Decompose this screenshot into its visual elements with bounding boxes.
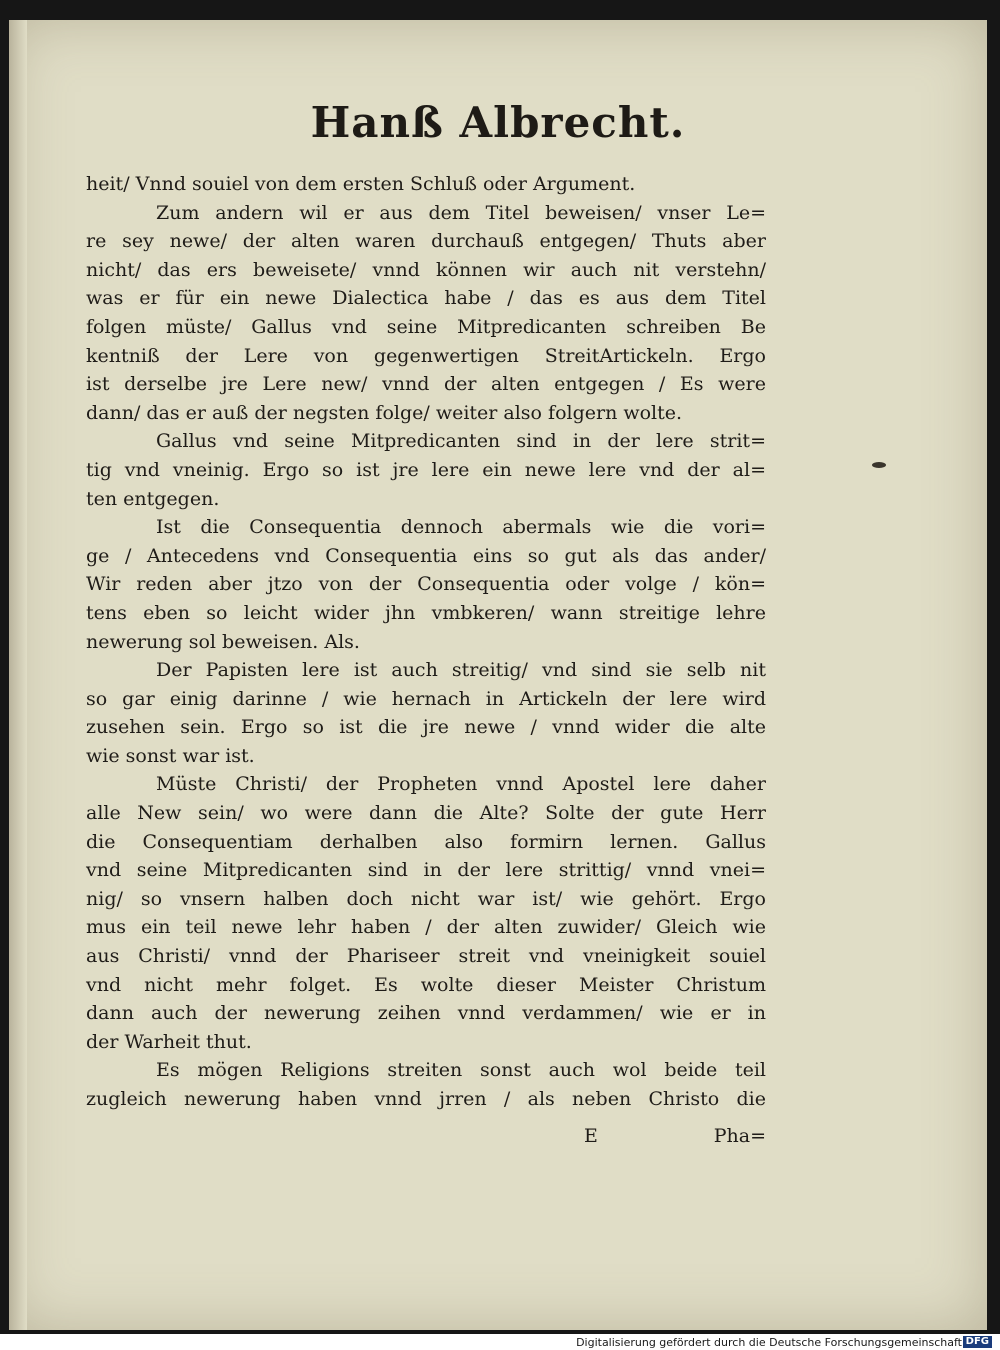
text-line: tig vnd vneinig. Ergo so ist jre lere ein newe lere vnd der al= bbox=[86, 458, 766, 481]
funding-credit: Digitalisierung gefördert durch die Deutsche Forschungsgemeinschaft bbox=[576, 1336, 962, 1349]
text-line: nig/ so vnsern halben doch nicht war ist/ wie gehört. Ergo bbox=[86, 887, 766, 910]
text-line: Es mögen Religions streiten sonst auch wol beide teil bbox=[156, 1059, 766, 1082]
document-page bbox=[9, 20, 987, 1330]
margin-ink-mark bbox=[872, 462, 886, 468]
text-line: heit/ Vnnd souiel von dem ersten Schluß oder Argument. bbox=[86, 173, 636, 195]
text-line: nicht/ das ers beweisete/ vnnd können wir auch nit verstehn/ bbox=[86, 258, 766, 281]
running-head: Hanß Albrecht. bbox=[310, 98, 686, 147]
text-line: zugleich newerung haben vnnd jrren / als neben Christo die bbox=[86, 1088, 766, 1110]
dfg-logo: DFG bbox=[963, 1336, 992, 1348]
text-line: vnd nicht mehr folget. Es wolte dieser Meister Christum bbox=[86, 973, 766, 996]
text-line: dann auch der newerung zeihen vnnd verdammen/ wie er in bbox=[86, 1002, 766, 1025]
page-gutter-shadow bbox=[9, 20, 27, 1330]
text-line: Der Papisten lere ist auch streitig/ vnd sind sie selb nit bbox=[156, 659, 766, 682]
text-line: tens eben so leicht wider jhn vmbkeren/ wann streitige lehre bbox=[86, 601, 766, 624]
text-line: ist derselbe jre Lere new/ vnnd der alten entgegen / Es were bbox=[86, 373, 766, 396]
signature-mark: E bbox=[584, 1125, 598, 1147]
text-line: Zum andern wil er aus dem Titel beweisen/ vnser Le= bbox=[156, 201, 766, 224]
text-line: alle New sein/ wo were dann die Alte? Solte der gute Herr bbox=[86, 802, 766, 825]
text-line: aus Christi/ vnnd der Phariseer streit vnd vneinigkeit souiel bbox=[86, 945, 766, 968]
text-line: der Warheit thut. bbox=[86, 1030, 252, 1053]
catchword: Pha= bbox=[713, 1125, 766, 1147]
text-line: ge / Antecedens vnd Consequentia eins so gut als das ander/ bbox=[86, 544, 766, 567]
text-line: Müste Christi/ der Propheten vnnd Apostel lere daher bbox=[156, 773, 766, 796]
text-line: Ist die Consequentia dennoch abermals wie die vori= bbox=[156, 516, 766, 539]
body-text bbox=[86, 170, 766, 1114]
text-line: Gallus vnd seine Mitpredicanten sind in der lere strit= bbox=[156, 430, 766, 453]
text-line: die Consequentiam derhalben also formirn lernen. Gallus bbox=[86, 830, 766, 853]
text-line: folgen müste/ Gallus vnd seine Mitpredicanten schreiben Be bbox=[86, 315, 766, 338]
text-line: was er für ein newe Dialectica habe / das es aus dem Titel bbox=[86, 287, 766, 310]
text-line: newerung sol beweisen. Als. bbox=[86, 630, 360, 653]
text-line: Wir reden aber jtzo von der Consequentia oder volge / kön= bbox=[86, 573, 766, 596]
text-line: ten entgegen. bbox=[86, 487, 220, 510]
text-line: wie sonst war ist. bbox=[86, 744, 255, 767]
text-line: re sey newe/ der alten waren durchauß entgegen/ Thuts aber bbox=[86, 230, 766, 253]
text-line: dann/ das er auß der negsten folge/ weiter also folgern wolte. bbox=[86, 401, 683, 424]
text-line: so gar einig darinne / wie hernach in Artickeln der lere wird bbox=[86, 687, 766, 710]
text-line: vnd seine Mitpredicanten sind in der lere strittig/ vnnd vnei= bbox=[86, 859, 766, 882]
text-line: mus ein teil newe lehr haben / der alten zuwider/ Gleich wie bbox=[86, 916, 766, 939]
page-footer bbox=[86, 1125, 766, 1155]
text-line: zusehen sein. Ergo so ist die jre newe / vnnd wider die alte bbox=[86, 716, 766, 739]
text-line: kentniß der Lere von gegenwertigen StreitArtickeln. Ergo bbox=[86, 344, 766, 367]
